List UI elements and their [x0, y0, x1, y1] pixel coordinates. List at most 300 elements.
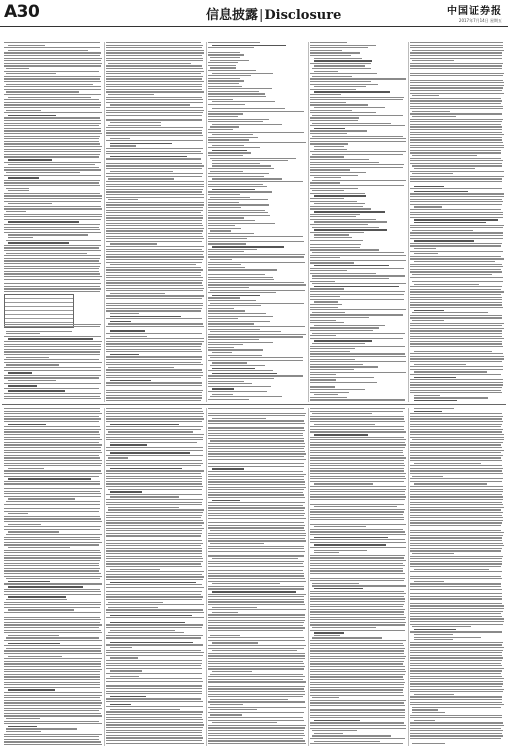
text-line — [212, 45, 286, 47]
text-line — [310, 63, 371, 64]
text-line — [410, 90, 502, 91]
text-line — [410, 450, 504, 451]
text-line — [208, 430, 305, 431]
text-line — [310, 653, 404, 654]
text-line — [410, 730, 503, 731]
text-line — [106, 71, 204, 72]
text-line — [8, 242, 69, 244]
text-line — [106, 604, 204, 605]
text-line — [106, 341, 204, 342]
text-line — [106, 107, 203, 108]
text-line — [106, 574, 202, 575]
text-line — [4, 583, 102, 584]
text-line — [410, 294, 501, 295]
text-line — [4, 429, 101, 430]
text-line — [8, 689, 55, 691]
text-line — [410, 55, 502, 56]
text-line — [412, 709, 438, 710]
text-line — [4, 398, 101, 399]
text-line — [410, 665, 502, 666]
text-line — [410, 455, 503, 456]
text-line — [312, 627, 376, 628]
text-line — [4, 431, 99, 432]
text-line — [106, 112, 203, 113]
text-line — [106, 277, 203, 278]
text-line — [208, 743, 306, 744]
text-line — [4, 455, 99, 456]
text-line — [312, 252, 404, 253]
text-line — [310, 314, 403, 315]
text-line — [4, 426, 100, 427]
text-line — [310, 377, 374, 378]
text-line — [208, 561, 304, 562]
text-line — [106, 522, 204, 523]
text-line — [310, 117, 359, 118]
text-line — [106, 359, 202, 360]
text-line — [208, 518, 306, 519]
text-line — [310, 268, 404, 269]
text-line — [410, 384, 503, 385]
text-line — [410, 139, 502, 140]
text-line — [310, 700, 406, 701]
text-line — [410, 416, 503, 417]
text-line — [310, 455, 404, 456]
text-line — [6, 731, 41, 732]
text-line — [410, 150, 501, 151]
text-line — [310, 705, 405, 706]
text-line — [110, 657, 138, 658]
text-line — [310, 120, 358, 121]
text-line — [6, 333, 40, 334]
text-line — [410, 668, 504, 669]
text-line — [208, 415, 305, 416]
text-line — [410, 369, 503, 370]
text-line — [4, 470, 101, 471]
text-line — [314, 394, 338, 395]
text-line — [208, 80, 244, 81]
text-line — [212, 500, 240, 502]
text-line — [314, 86, 366, 87]
text-line — [4, 175, 101, 176]
text-line — [310, 573, 405, 574]
text-line — [106, 571, 204, 572]
text-line — [106, 207, 203, 208]
text-line — [4, 58, 102, 59]
text-line — [208, 712, 304, 713]
text-line — [410, 188, 502, 189]
text-line — [410, 502, 502, 503]
text-line — [410, 548, 502, 549]
text-line — [4, 421, 99, 422]
text-line — [310, 421, 405, 422]
text-line — [4, 504, 100, 505]
text-line — [410, 286, 502, 287]
text-line — [208, 277, 273, 278]
text-line — [106, 189, 203, 190]
text-line — [312, 154, 403, 155]
text-line — [410, 209, 501, 210]
text-line — [314, 550, 367, 551]
text-line — [106, 269, 203, 270]
text-line — [208, 725, 306, 726]
text-line — [106, 421, 202, 422]
text-line — [106, 732, 202, 733]
text-line — [208, 313, 266, 314]
text-column — [310, 42, 406, 402]
text-line — [4, 666, 101, 667]
text-line — [106, 553, 202, 554]
text-line — [410, 235, 503, 236]
text-line — [106, 478, 202, 479]
text-line — [210, 126, 239, 127]
text-line — [410, 304, 502, 305]
text-line — [208, 316, 273, 317]
text-line — [310, 320, 336, 321]
text-line — [110, 468, 182, 470]
text-line — [410, 566, 501, 567]
text-line — [106, 165, 204, 166]
text-line — [4, 216, 102, 217]
text-line — [110, 145, 136, 146]
text-line — [310, 656, 406, 657]
text-line — [310, 539, 405, 540]
text-line — [106, 416, 203, 417]
text-line — [314, 483, 373, 484]
text-line — [110, 615, 192, 617]
text-line — [310, 593, 406, 594]
text-line — [410, 481, 502, 482]
text-line — [410, 45, 503, 46]
text-line — [208, 533, 306, 534]
text-line — [106, 76, 203, 77]
text-line — [4, 570, 99, 571]
text-line — [310, 465, 405, 466]
text-line — [4, 375, 101, 376]
text-line — [310, 73, 377, 74]
text-line — [410, 232, 503, 233]
text-line — [106, 181, 204, 182]
text-line — [410, 193, 504, 194]
text-line — [208, 586, 304, 587]
text-line — [106, 624, 203, 625]
text-line — [312, 283, 406, 284]
text-line — [414, 569, 489, 570]
text-line — [108, 367, 174, 368]
text-line — [208, 604, 305, 605]
text-line — [106, 455, 203, 456]
text-line — [410, 251, 503, 252]
text-line — [210, 440, 304, 441]
text-line — [208, 640, 305, 641]
text-line — [210, 543, 264, 544]
text-line — [4, 141, 99, 142]
text-line — [208, 438, 304, 439]
text-line — [410, 85, 504, 86]
text-line — [110, 496, 179, 497]
text-line — [208, 448, 304, 449]
text-line — [312, 735, 391, 736]
text-line — [414, 351, 492, 352]
text-line — [106, 110, 204, 111]
text-line — [210, 365, 265, 366]
text-line — [4, 193, 100, 194]
text-line — [4, 496, 101, 497]
text-line — [414, 206, 442, 207]
text-line — [210, 699, 288, 700]
text-line — [106, 333, 202, 334]
text-line — [410, 47, 503, 48]
text-line — [4, 721, 99, 722]
text-line — [110, 330, 145, 332]
text-line — [106, 584, 202, 585]
text-line — [410, 176, 504, 177]
text-line — [106, 151, 201, 152]
text-line — [208, 75, 251, 76]
text-line — [310, 81, 371, 82]
text-line — [6, 211, 26, 212]
text-line — [314, 424, 375, 425]
text-line — [410, 42, 503, 43]
text-line — [212, 418, 266, 419]
text-line — [410, 478, 503, 479]
text-line — [212, 101, 275, 102]
text-line — [106, 486, 203, 487]
text-line — [410, 108, 503, 109]
text-line — [412, 274, 492, 275]
text-line — [310, 640, 406, 641]
text-line — [310, 476, 405, 477]
text-line — [108, 431, 193, 432]
text-line — [208, 78, 240, 79]
text-line — [208, 292, 276, 293]
text-line — [106, 691, 202, 692]
text-line — [208, 453, 306, 454]
text-line — [310, 172, 366, 173]
text-line — [312, 227, 379, 228]
text-line — [106, 310, 201, 311]
section-title-en: Disclosure — [264, 8, 342, 23]
text-line — [208, 184, 263, 185]
text-line — [4, 723, 102, 724]
text-line — [310, 309, 406, 310]
text-line — [106, 599, 202, 600]
text-line — [4, 136, 100, 137]
text-line — [208, 279, 274, 280]
text-line — [410, 704, 504, 705]
text-line — [4, 602, 101, 603]
text-line — [4, 550, 100, 551]
text-line — [410, 82, 504, 83]
text-line — [410, 537, 502, 538]
text-line — [110, 264, 196, 265]
text-line — [106, 390, 203, 391]
text-line — [110, 696, 146, 698]
text-line — [208, 581, 306, 582]
text-line — [310, 392, 349, 393]
text-line — [410, 413, 502, 414]
text-line — [106, 685, 202, 686]
text-line — [314, 211, 385, 213]
text-line — [208, 666, 305, 667]
text-line — [410, 87, 503, 88]
text-line — [106, 254, 203, 255]
text-line — [106, 99, 203, 100]
text-line — [310, 570, 403, 571]
text-line — [410, 545, 504, 546]
text-line — [314, 733, 343, 734]
text-line — [4, 418, 101, 419]
text-line — [310, 560, 406, 561]
text-line — [410, 299, 502, 300]
text-line — [310, 296, 340, 297]
text-line — [106, 241, 202, 242]
text-line — [208, 596, 304, 597]
data-table — [4, 294, 74, 328]
text-line — [310, 386, 335, 387]
text-line — [106, 392, 202, 393]
text-line — [310, 322, 344, 323]
text-column — [106, 42, 204, 402]
text-line — [106, 58, 203, 59]
text-line — [310, 291, 405, 292]
text-line — [310, 411, 403, 412]
text-line — [310, 408, 405, 409]
text-line — [208, 735, 305, 736]
text-line — [210, 674, 303, 675]
text-line — [310, 489, 406, 490]
text-line — [106, 78, 202, 79]
text-line — [208, 413, 306, 414]
text-line — [212, 150, 247, 152]
text-line — [410, 132, 502, 133]
text-line — [110, 670, 142, 671]
text-line — [208, 88, 272, 89]
text-line — [4, 565, 99, 566]
text-line — [410, 691, 503, 692]
text-line — [208, 220, 255, 221]
text-line — [4, 594, 101, 595]
text-line — [208, 236, 303, 237]
text-line — [106, 228, 204, 229]
text-line — [208, 204, 269, 205]
text-line — [412, 60, 454, 61]
text-line — [4, 568, 100, 569]
text-line — [4, 653, 102, 654]
text-line — [310, 240, 363, 241]
column-rule — [206, 42, 207, 402]
text-column — [410, 408, 504, 746]
text-line — [4, 388, 99, 389]
text-line — [208, 679, 303, 680]
text-line — [310, 511, 404, 512]
text-line — [208, 181, 303, 182]
text-line — [312, 275, 405, 276]
text-line — [106, 385, 202, 386]
text-line — [4, 260, 99, 261]
section-divider — [2, 404, 506, 405]
text-line — [208, 305, 261, 306]
text-line — [208, 310, 245, 311]
text-line — [208, 563, 303, 564]
text-line — [208, 694, 305, 695]
text-line — [410, 699, 502, 700]
text-line — [310, 715, 405, 716]
text-line — [208, 99, 233, 100]
text-line — [208, 326, 305, 327]
text-line — [410, 289, 501, 290]
text-line — [310, 249, 379, 250]
text-line — [4, 255, 101, 256]
text-line — [414, 371, 487, 372]
text-line — [8, 513, 28, 514]
text-line — [310, 348, 355, 349]
text-line — [310, 557, 404, 558]
text-line — [8, 547, 70, 548]
text-line — [208, 139, 249, 140]
text-line — [4, 544, 99, 545]
text-line — [4, 736, 99, 737]
text-line — [314, 149, 347, 150]
text-line — [4, 288, 101, 289]
text-line — [410, 468, 503, 469]
text-line — [106, 349, 201, 350]
text-line — [106, 140, 203, 141]
text-line — [4, 413, 102, 414]
text-line — [8, 380, 56, 381]
text-line — [4, 539, 100, 540]
text-line — [310, 193, 365, 194]
text-line — [208, 622, 304, 623]
section-separator: | — [259, 8, 264, 23]
text-line — [410, 181, 502, 182]
text-line — [108, 63, 191, 64]
text-line — [310, 327, 379, 328]
text-line — [4, 71, 99, 72]
text-line — [208, 264, 241, 265]
text-line — [310, 491, 405, 492]
text-line — [410, 126, 502, 127]
text-line — [208, 104, 245, 105]
text-line — [410, 663, 501, 664]
text-line — [410, 437, 504, 438]
text-line — [4, 645, 102, 646]
text-line — [410, 605, 504, 606]
text-column — [310, 408, 406, 746]
text-line — [4, 89, 101, 90]
text-line — [106, 135, 203, 136]
text-line — [310, 470, 404, 471]
text-line — [4, 713, 101, 714]
text-line — [410, 496, 503, 497]
text-line — [208, 505, 303, 506]
text-line — [208, 502, 305, 503]
text-line — [106, 65, 202, 66]
text-line — [410, 196, 504, 197]
text-line — [4, 710, 99, 711]
text-line — [208, 147, 260, 148]
text-line — [4, 283, 101, 284]
text-line — [208, 251, 244, 252]
text-line — [208, 733, 304, 734]
text-line — [314, 325, 385, 326]
text-line — [208, 344, 243, 345]
text-line — [106, 711, 203, 712]
text-line — [410, 98, 501, 99]
text-line — [106, 688, 202, 689]
text-line — [410, 323, 504, 324]
text-line — [412, 116, 456, 117]
text-line — [4, 291, 100, 292]
